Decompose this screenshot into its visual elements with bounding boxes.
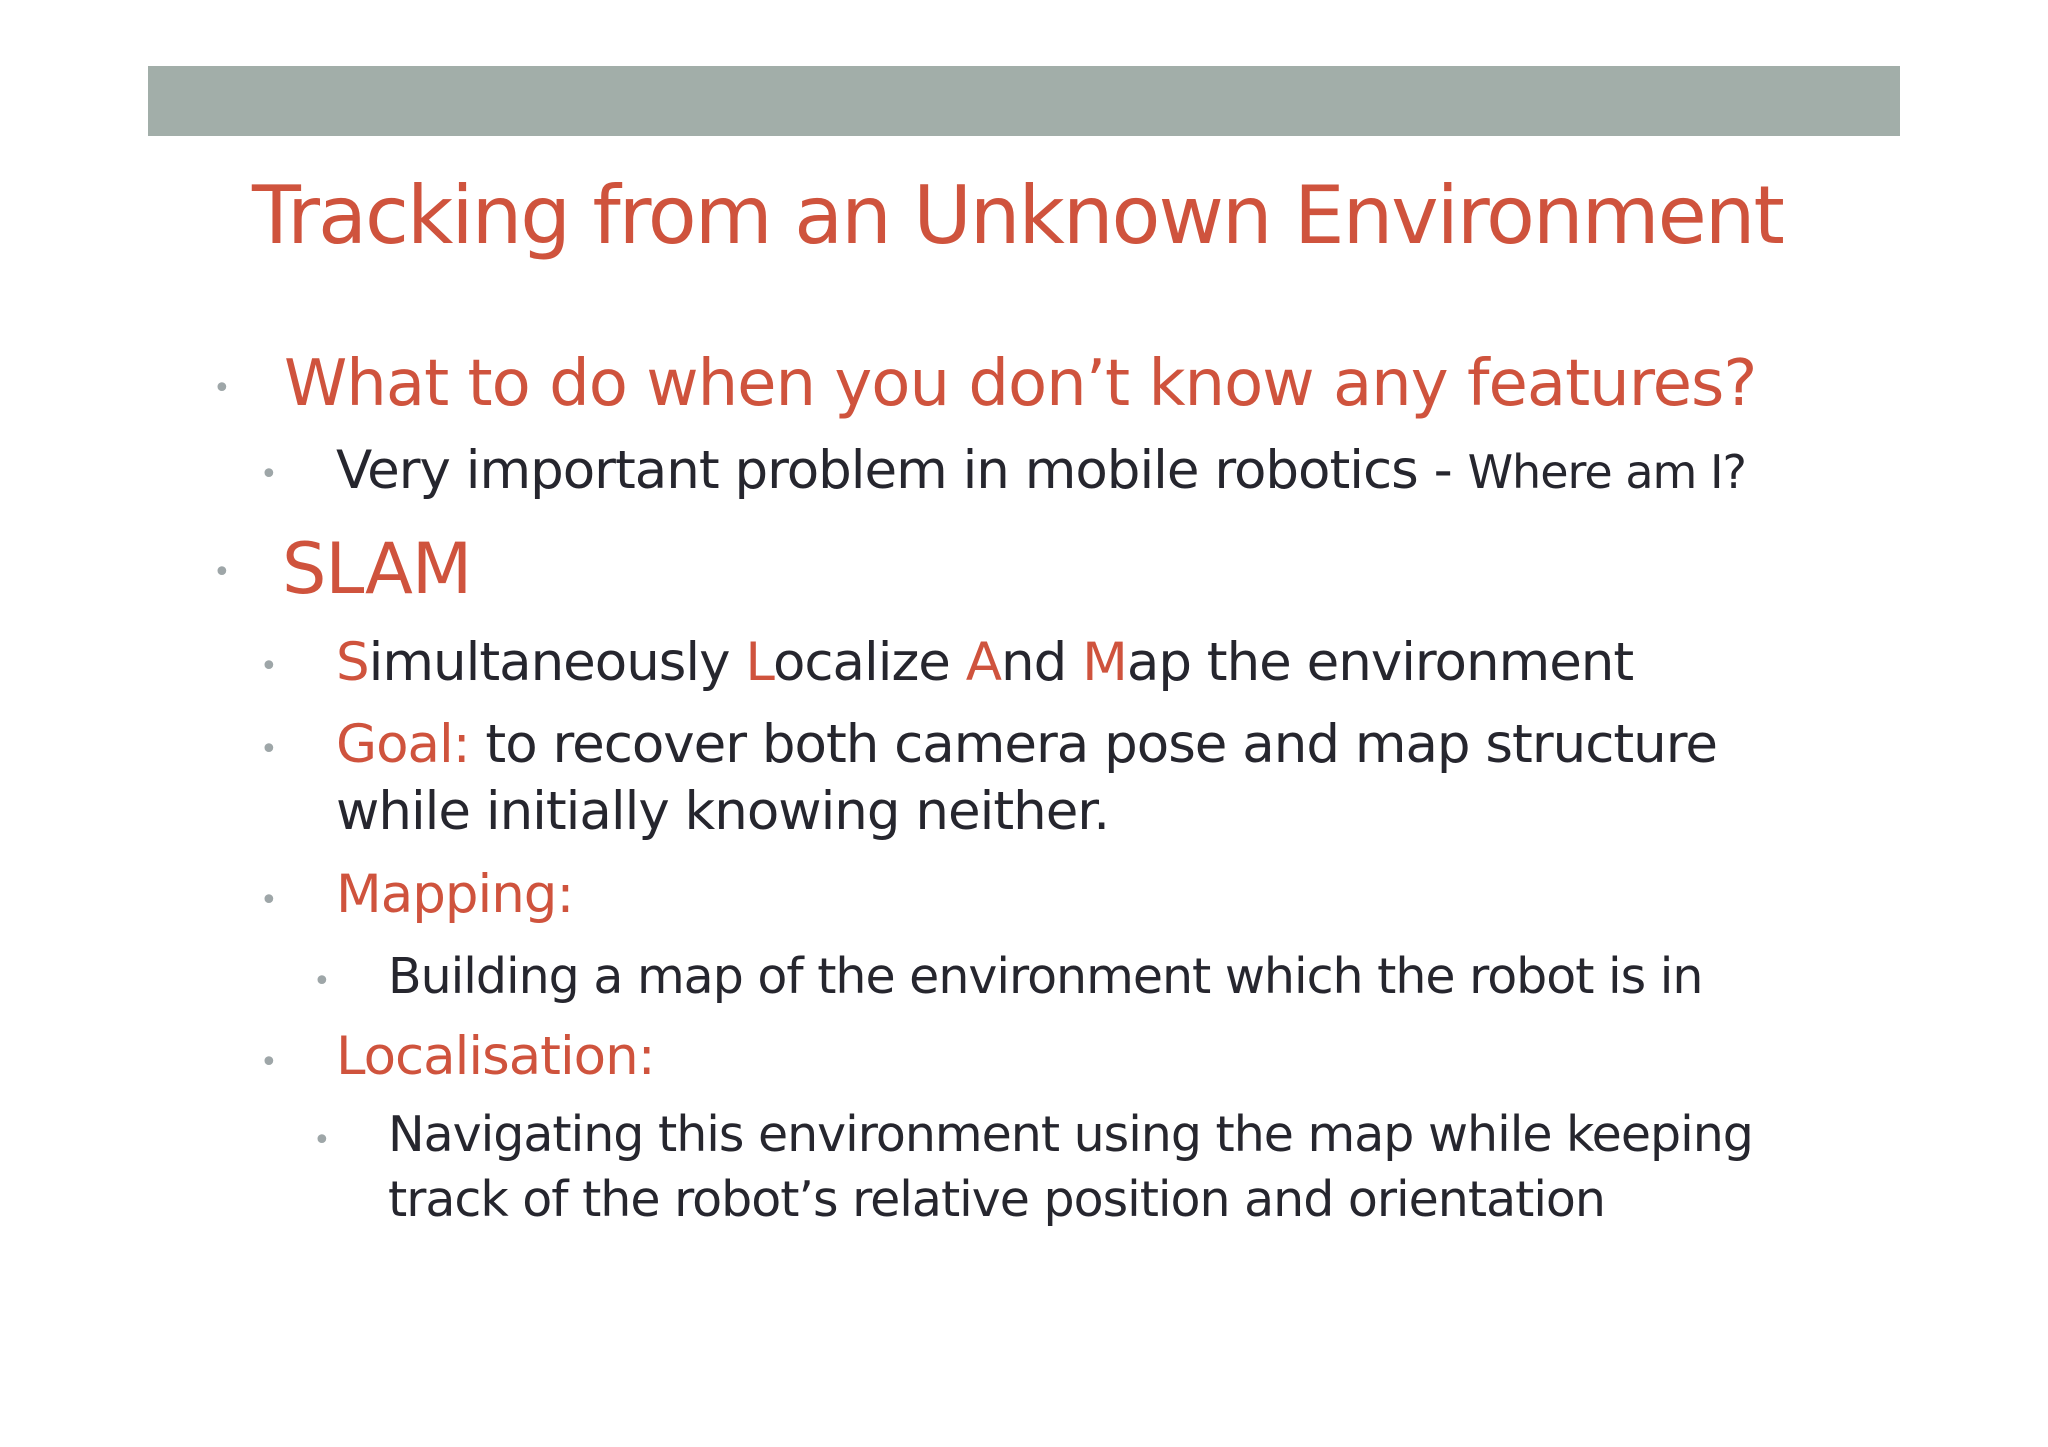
bullet-dot: • [213, 555, 231, 590]
bullet-dot: • [260, 883, 278, 918]
bullet-dot: • [260, 457, 278, 492]
localisation-line-1: Navigating this environment using the map while keeping [388, 1106, 1753, 1163]
bullet-problem [336, 440, 1746, 501]
bullet-slam: SLAM [282, 528, 472, 610]
bullet-mapping-desc: Building a map of the environment which the robot is in [388, 948, 1703, 1005]
bullet-localisation: Localisation: [336, 1026, 655, 1087]
definition-text: ap the environment [1126, 632, 1634, 693]
acronym-letter: L [745, 632, 773, 693]
bullet-dot: • [260, 649, 278, 684]
bullet-question: What to do when you don’t know any features? [284, 347, 1757, 421]
goal-line-2: while initially knowing neither. [336, 781, 1110, 842]
bullet-localisation-desc [388, 1106, 1753, 1228]
slide-title: Tracking from an Unknown Environment [252, 169, 1783, 262]
definition-text: ocalize [772, 632, 966, 693]
goal-line-1 [336, 714, 1717, 775]
bullet-problem-text: Very important problem in mobile robotics - [336, 440, 1468, 501]
header-bar [148, 66, 1900, 136]
bullet-goal [336, 714, 1717, 842]
localisation-line-2: track of the robot’s relative position and orientation [388, 1171, 1605, 1228]
bullet-dot: • [313, 964, 331, 999]
definition-text: imultaneously [368, 632, 746, 693]
bullet-mapping: Mapping: [336, 864, 574, 925]
goal-label: Goal: [336, 714, 470, 775]
acronym-letter: S [336, 632, 369, 693]
goal-text: to recover both camera pose and map structure [469, 714, 1717, 775]
bullet-dot: • [213, 371, 231, 406]
bullet-dot: • [313, 1123, 331, 1158]
bullet-dot: • [260, 732, 278, 767]
bullet-dot: • [260, 1045, 278, 1080]
acronym-letter: A [965, 632, 1002, 693]
bullet-problem-question: Where am I? [1467, 445, 1746, 499]
acronym-letter: M [1082, 632, 1127, 693]
definition-text: nd [1001, 632, 1083, 693]
bullet-slam-definition [336, 632, 1634, 693]
